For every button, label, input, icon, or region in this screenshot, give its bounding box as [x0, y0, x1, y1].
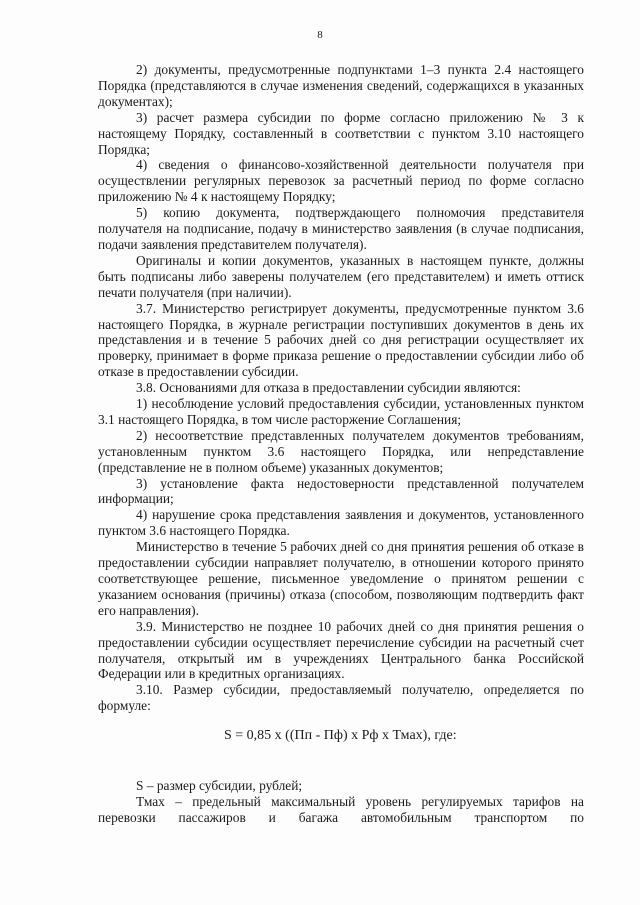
- paragraph-refusal-4: 4) нарушение срока представления заявления и документов, установленного пунктом 3.6 настоящего Порядка.: [98, 507, 584, 539]
- paragraph-refusal-1: 1) несоблюдение условий предоставления субсидии, установленных пунктом 3.1 настоящего Порядка, в том числе расторжение Соглашения;: [98, 396, 584, 427]
- paragraph-item-4: 4) сведения о финансово-хозяйственной деятельности получателя при осуществлении регулярных перевозок за расчетный период по форме согласно приложению № 4 к настоящему Порядку;: [98, 157, 584, 205]
- paragraph-refusal-2: 2) несоответствие представленных получателем документов требованиям, установленным пунктом 3.6 настоящего Порядка, или непредставление (представление не в полном объеме) указанных документов;: [98, 427, 584, 475]
- paragraph-notification: Министерство в течение 5 рабочих дней со дня принятия решения об отказе в предоставлении субсидии направляет получателю, в отношении которого принято соответствующее решение, письменное уведомление о принятом решении с указанием основания (причины) отказа (способом, позволяющим подтвердить факт его направления).: [98, 539, 584, 618]
- paragraph-3-7: 3.7. Министерство регистрирует документы, предусмотренные пунктом 3.6 настоящего Порядка, в журнале регистрации поступивших документов в день их представления и в течение 5 рабочих дней со дня регистрации осуществляет их проверку, принимает в форме приказа решение о предоставлении субсидии либо об отказе в предоставлении субсидии.: [98, 300, 584, 380]
- subsidy-formula: S = 0,85 х ((Пп - Пф) х Рф х Тмах), где:: [224, 728, 457, 744]
- paragraph-item-5: 5) копию документа, подтверждающего полномочия представителя получателя на подписание, подачу в министерство заявления (в случае подписания, подачи заявления представителем получателя).: [98, 205, 584, 252]
- paragraph-originals: Оригиналы и копии документов, указанных в настоящем пункте, должны быть подписаны либо заверены получателем (его представителем) и иметь оттиск печати получателя (при наличии).: [98, 252, 584, 300]
- paragraph-3-8: 3.8. Основаниями для отказа в предоставлении субсидии являются:: [136, 380, 521, 396]
- document-body: [98, 62, 584, 826]
- formula-spacer: [98, 760, 584, 778]
- definition-s: S – размер субсидии, рублей;: [136, 778, 303, 794]
- paragraph-item-3: 3) расчет размера субсидии по форме согласно приложению № 3 к настоящему Порядку, составленный в соответствии с пунктом 3.10 настоящего Порядка;: [98, 109, 584, 157]
- page-number: 8: [317, 29, 323, 41]
- paragraph-item-2: 2) документы, предусмотренные подпунктами 1–3 пункта 2.4 настоящего Порядка (представляются в случае изменения сведений, содержащихся в указанных документах);: [98, 62, 584, 109]
- definition-tmax: Тмах – предельный максимальный уровень регулируемых тарифов на перевозки пассажиров и багажа автомобильным транспортом по: [98, 793, 584, 825]
- paragraph-3-9: 3.9. Министерство не позднее 10 рабочих дней со дня принятия решения о предоставлении субсидии осуществляет перечисление субсидии на расчетный счет получателя, открытый им в учреждениях Центрального банка Российской Федерации или в кредитных организациях.: [98, 618, 584, 682]
- paragraph-refusal-3: 3) установление факта недостоверности представленной получателем информации;: [98, 475, 584, 507]
- paragraph-3-10: 3.10. Размер субсидии, предоставляемый получателю, определяется по формуле:: [98, 682, 584, 714]
